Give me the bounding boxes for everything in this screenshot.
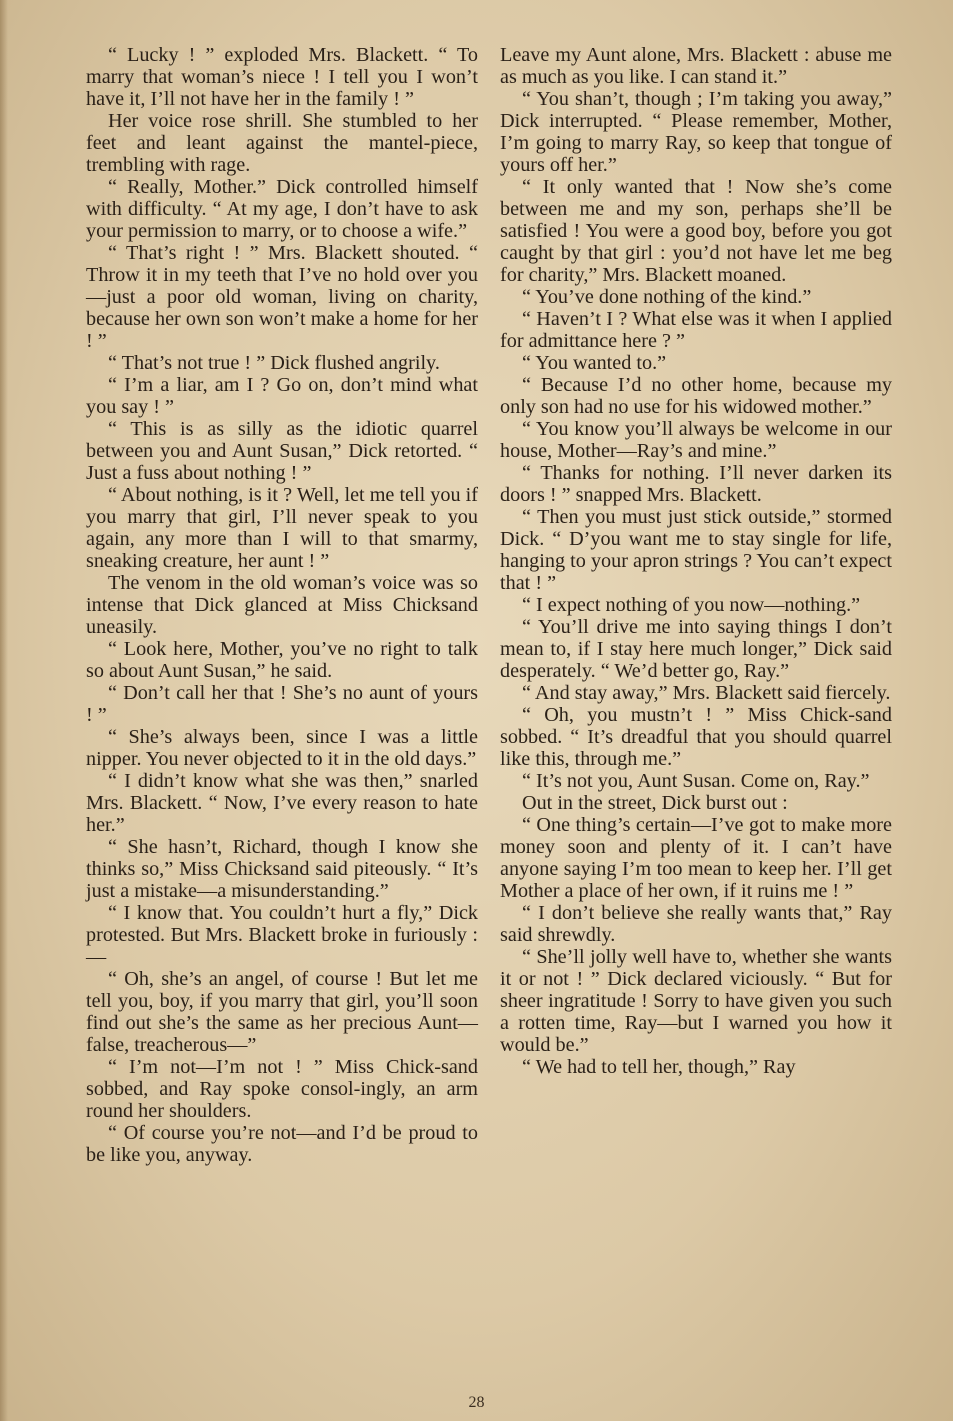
paragraph: “ I’m a liar, am I ? Go on, don’t mind what you say ! ” [86,374,478,418]
paragraph: “ She’s always been, since I was a little nipper. You never objected to it in the old days.” [86,726,478,770]
paragraph: “ It only wanted that ! Now she’s come between me and my son, perhaps she’ll be satisfied ! You were a good boy, before you got caught by that girl : you’d not have let me beg for charity,” Mrs. Blackett moaned. [500,176,892,286]
paragraph: “ Oh, she’s an angel, of course ! But let me tell you, boy, if you marry that girl, you’ll soon find out she’s the same as her precious Aunt—false, treacherous—” [86,968,478,1056]
paragraph: “ You wanted to.” [522,352,667,374]
paragraph: “ I’m not—I’m not ! ” Miss Chick-sand sobbed, and Ray spoke consol-ingly, an arm round her shoulders. [86,1056,478,1122]
paragraph: Out in the street, Dick burst out : [522,792,788,814]
paragraph: “ This is as silly as the idiotic quarrel between you and Aunt Susan,” Dick retorted. “ Just a fuss about nothing ! ” [86,418,478,484]
paragraph: “ About nothing, is it ? Well, let me tell you if you marry that girl, I’ll never speak to you again, any more than I will to that smarmy, sneaking creature, her aunt ! ” [86,484,478,572]
paragraph: “ I know that. You couldn’t hurt a fly,” Dick protested. But Mrs. Blackett broke in furiously :— [86,902,478,968]
paragraph: “ I don’t believe she really wants that,” Ray said shrewdly. [500,902,892,946]
paragraph: “ I didn’t know what she was then,” snarled Mrs. Blackett. “ Now, I’ve every reason to hate her.” [86,770,478,836]
paragraph: “ Oh, you mustn’t ! ” Miss Chick-sand sobbed. “ It’s dreadful that you should quarrel like this, through me.” [500,704,892,770]
paragraph: “ You’ve done nothing of the kind.” [522,286,812,308]
paragraph: “ Thanks for nothing. I’ll never darken its doors ! ” snapped Mrs. Blackett. [500,462,892,506]
paragraph: “ We had to tell her, though,” Ray [522,1056,796,1078]
paragraph: “ One thing’s certain—I’ve got to make more money soon and plenty of it. I can’t have anyone saying I’m too mean to keep her. I’ll get Mother a place of her own, if it ruins me ! ” [500,814,892,902]
paragraph: “ Of course you’re not—and I’d be proud to be like you, anyway. [86,1122,478,1166]
paragraph: “ You know you’ll always be welcome in our house, Mother—Ray’s and mine.” [500,418,892,462]
left-column [86,44,478,1166]
paragraph: “ I expect nothing of you now—nothing.” [522,594,861,616]
paragraph: “ Lucky ! ” exploded Mrs. Blackett. “ To marry that woman’s niece ! I tell you I won’t have it, I’ll not have her in the family ! ” [86,44,478,110]
paragraph: “ You shan’t, though ; I’m taking you away,” Dick interrupted. “ Please remember, Mother, I’m going to marry Ray, so keep that tongue of yours off her.” [500,88,892,176]
right-column [500,44,892,1078]
page-edge-shadow [0,0,8,1421]
paragraph: “ Don’t call her that ! She’s no aunt of yours ! ” [86,682,478,726]
paragraph: “ And stay away,” Mrs. Blackett said fiercely. [522,682,891,704]
paragraph: Her voice rose shrill. She stumbled to her feet and leant against the mantel-piece, trembling with rage. [86,110,478,176]
paragraph: “ You’ll drive me into saying things I don’t mean to, if I stay here much longer,” Dick said desperately. “ We’d better go, Ray.” [500,616,892,682]
paragraph: The venom in the old woman’s voice was so intense that Dick glanced at Miss Chicksand uneasily. [86,572,478,638]
paragraph: “ That’s not true ! ” Dick flushed angrily. [108,352,440,374]
paragraph: “ Because I’d no other home, because my only son had no use for his widowed mother.” [500,374,892,418]
paragraph: “ Really, Mother.” Dick controlled himself with difficulty. “ At my age, I don’t have to ask your permission to marry, or to choose a wife.” [86,176,478,242]
paragraph: “ Then you must just stick outside,” stormed Dick. “ D’you want me to stay single for life, hanging to your apron strings ? You can’t expect that ! ” [500,506,892,594]
paragraph: “ She’ll jolly well have to, whether she wants it or not ! ” Dick declared viciously. “ But for sheer ingratitude ! Sorry to have given you such a rotten time, Ray—but I warned you how it would be.” [500,946,892,1056]
paragraph-continuation: Leave my Aunt alone, Mrs. Blackett : abuse me as much as you like. I can stand it.” [500,44,892,88]
paragraph: “ She hasn’t, Richard, though I know she thinks so,” Miss Chicksand said piteously. “ It’s just a mistake—a misunderstanding.” [86,836,478,902]
paragraph: “ That’s right ! ” Mrs. Blackett shouted. “ Throw it in my teeth that I’ve no hold over you—just a poor old woman, living on charity, because her own son won’t make a home for her ! ” [86,242,478,352]
paragraph: “ It’s not you, Aunt Susan. Come on, Ray.” [522,770,870,792]
paragraph: “ Look here, Mother, you’ve no right to talk so about Aunt Susan,” he said. [86,638,478,682]
page-number: 28 [468,1394,485,1411]
paragraph: “ Haven’t I ? What else was it when I applied for admittance here ? ” [500,308,892,352]
